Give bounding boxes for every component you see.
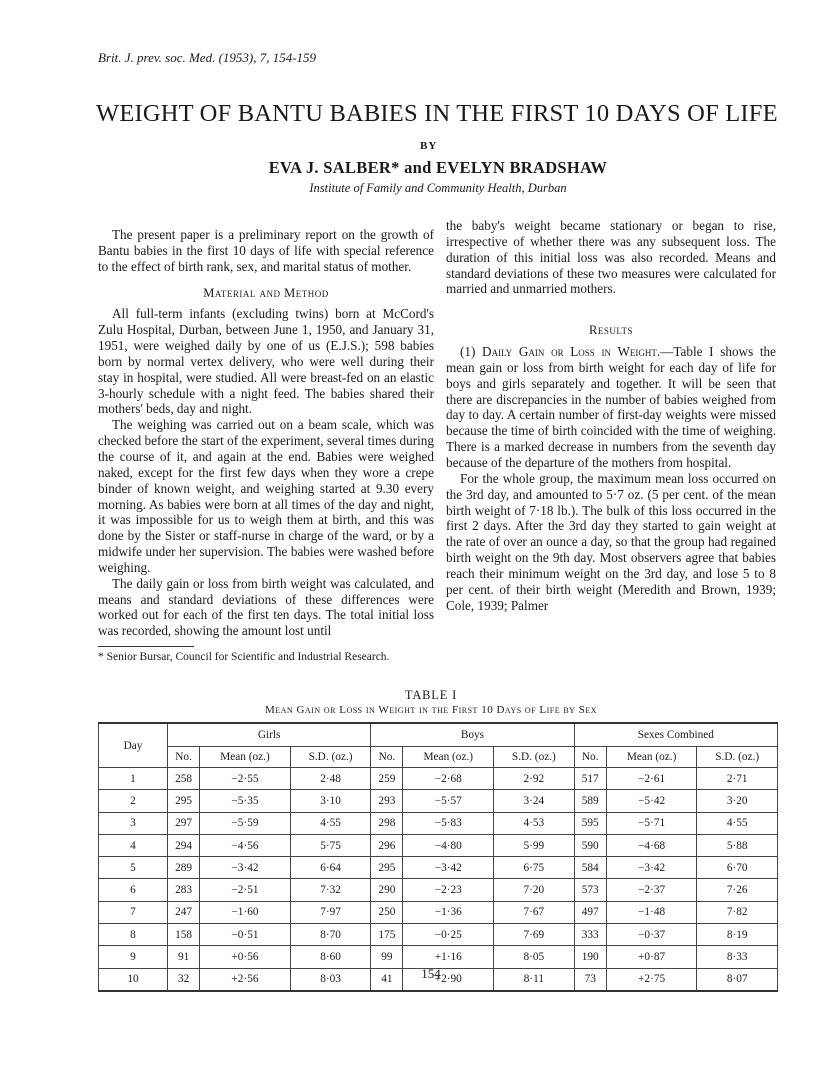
table-cell: +2·90 (403, 968, 494, 991)
table-cell: 7·97 (290, 901, 371, 923)
table-cell: +2·56 (200, 968, 291, 991)
table-cell: −1·60 (200, 901, 291, 923)
table-cell-day: 6 (99, 879, 168, 901)
footnote-rule (98, 646, 194, 647)
table-cell: 295 (168, 790, 200, 812)
table-cell: 258 (168, 768, 200, 790)
table-cell: −4·56 (200, 834, 291, 856)
results-text-1: —Table I shows the mean gain or loss from birth weight for each day of life for boys and girls separately and together. It will be seen that there are discrepancies in the number of babies weighed from day to day. A certain number of first-day weights were missed because the time of birth coincided with the time of weighing. There is a marked decrease in numbers from the seventh day because of the departure of the mothers from hospital. (446, 344, 777, 470)
table-row (99, 790, 778, 812)
table-cell: 175 (371, 924, 403, 946)
table-cell: 8·03 (290, 968, 371, 991)
table-row (99, 879, 778, 901)
table-cell: 6·70 (697, 857, 778, 879)
table-cell: 4·53 (494, 812, 575, 834)
table-cell: 573 (574, 879, 606, 901)
table-cell: −2·68 (403, 768, 494, 790)
table-cell: 190 (574, 946, 606, 968)
subheader-sd: S.D. (oz.) (697, 747, 778, 768)
table-cell: −3·42 (606, 857, 697, 879)
group-header-girls: Girls (168, 723, 371, 747)
table-cell: −1·48 (606, 901, 697, 923)
day-header: Day (99, 723, 168, 768)
table-cell: 99 (371, 946, 403, 968)
table-cell: 250 (371, 901, 403, 923)
table-cell: −4·80 (403, 834, 494, 856)
table-cell: 8·19 (697, 924, 778, 946)
institute: Institute of Family and Community Health, Durban (309, 181, 567, 195)
table-cell: 6·75 (494, 857, 575, 879)
table-cell-day: 8 (99, 924, 168, 946)
table-cell-day: 2 (99, 790, 168, 812)
table-cell: 517 (574, 768, 606, 790)
table-cell: 6·64 (290, 857, 371, 879)
table-cell: 3·20 (697, 790, 778, 812)
table-cell: 8·11 (494, 968, 575, 991)
page-number: 154 (421, 966, 441, 981)
intro-paragraph: The present paper is a preliminary report on the growth of Bantu babies in the first 10 days of life with special reference to the effect of birth rank, sex, and marital status of mother. (98, 227, 434, 274)
table-cell-day: 10 (99, 968, 168, 991)
table-cell: 41 (371, 968, 403, 991)
subheader-sd: S.D. (oz.) (290, 747, 371, 768)
table-cell: +0·87 (606, 946, 697, 968)
table-cell: 5·88 (697, 834, 778, 856)
table-cell-day: 4 (99, 834, 168, 856)
table-row (99, 857, 778, 879)
subheader-no: No. (168, 747, 200, 768)
table-cell: 8·05 (494, 946, 575, 968)
table-cell: −5·42 (606, 790, 697, 812)
table-cell: 7·67 (494, 901, 575, 923)
table-cell: 73 (574, 968, 606, 991)
table-cell: 5·75 (290, 834, 371, 856)
table-cell: 289 (168, 857, 200, 879)
left-column (98, 227, 434, 639)
table-cell: 290 (371, 879, 403, 901)
table-cell: 7·32 (290, 879, 371, 901)
section-heading-results: Results (588, 323, 633, 338)
results-paragraph-2: For the whole group, the maximum mean loss occurred on the 3rd day, and amounted to 5·7 oz. (5 per cent. of the mean birth weight of 7·18 lb.). The bulk of this loss occurred in the first 2 days. After the 3rd day they started to gain weight at the rate of over an ounce a day, so that the group had regained birth weight on the 9th day. Most observers agree that babies reach their minimum weight on the 3rd day, and lose 5 to 8 per cent. of their birth weight (Meredith and Brown, 1939; Cole, 1939; Palmer (446, 470, 776, 613)
table-cell: −2·61 (606, 768, 697, 790)
table-cell: 2·48 (290, 768, 371, 790)
table-cell: 294 (168, 834, 200, 856)
table-cell: −2·23 (403, 879, 494, 901)
table-cell: 590 (574, 834, 606, 856)
table-cell: −5·71 (606, 812, 697, 834)
table-cell: 5·99 (494, 834, 575, 856)
table-cell: −2·51 (200, 879, 291, 901)
table-cell: −3·42 (403, 857, 494, 879)
table-row (99, 834, 778, 856)
table-cell: −1·36 (403, 901, 494, 923)
table-cell: 497 (574, 901, 606, 923)
table-cell: 293 (371, 790, 403, 812)
table-cell: +1·16 (403, 946, 494, 968)
section-heading-material: Material and Method (203, 285, 329, 300)
table-cell-day: 1 (99, 768, 168, 790)
table-cell: +0·56 (200, 946, 291, 968)
table-cell: −0·25 (403, 924, 494, 946)
table-cell: −5·83 (403, 812, 494, 834)
material-paragraph-1: All full-term infants (excluding twins) born at McCord's Zulu Hospital, Durban, between June 1, 1950, and January 31, 1951, were weighed daily by one of us (E.J.S.); 598 babies born by normal vertex delivery, who were well during their stay in hospital, were studied. All were breast-fed on an elastic 3-hourly schedule with a night feed. The babies shared their mothers' beds, day and night. (98, 306, 434, 417)
journal-citation: Brit. J. prev. soc. Med. (1953), 7, 154-159 (98, 50, 317, 65)
table-cell: 259 (371, 768, 403, 790)
table-cell: 2·92 (494, 768, 575, 790)
weight-table (98, 722, 778, 992)
table-label: TABLE I (404, 688, 458, 702)
table-cell: −5·35 (200, 790, 291, 812)
material-paragraph-3: The daily gain or loss from birth weight was calculated, and means and standard deviations of these differences were worked out for each of the first ten days. The total initial loss was recorded, showing the amount lost until (98, 575, 434, 639)
authors: EVA J. SALBER* and EVELYN BRADSHAW (268, 158, 608, 177)
table-cell-day: 9 (99, 946, 168, 968)
table-cell: 7·69 (494, 924, 575, 946)
subheader-mean: Mean (oz.) (606, 747, 697, 768)
table-cell: +2·75 (606, 968, 697, 991)
table-cell: 7·82 (697, 901, 778, 923)
table-cell: 295 (371, 857, 403, 879)
table-cell: 4·55 (290, 812, 371, 834)
subheader-no: No. (574, 747, 606, 768)
article-title: WEIGHT OF BANTU BABIES IN THE FIRST 10 DAYS OF LIFE (96, 100, 778, 127)
table-cell: 595 (574, 812, 606, 834)
table-row (99, 924, 778, 946)
table-cell: −5·59 (200, 812, 291, 834)
table-cell: 589 (574, 790, 606, 812)
table-cell: 3·10 (290, 790, 371, 812)
table-row (99, 946, 778, 968)
subheader-sd: S.D. (oz.) (494, 747, 575, 768)
table-row (99, 812, 778, 834)
results-lead: (1) Daily Gain or Loss in Weight. (460, 344, 661, 360)
table-cell: 4·55 (697, 812, 778, 834)
table-cell: 91 (168, 946, 200, 968)
table-cell: 584 (574, 857, 606, 879)
table-body (99, 768, 778, 991)
table-cell-day: 3 (99, 812, 168, 834)
right-column (446, 218, 776, 613)
table-row (99, 901, 778, 923)
table-caption: Mean Gain or Loss in Weight in the First 10 Days of Life by Sex (264, 704, 597, 716)
group-header-combined: Sexes Combined (574, 723, 777, 747)
table-cell-day: 5 (99, 857, 168, 879)
table-cell: 8·60 (290, 946, 371, 968)
table-cell: 296 (371, 834, 403, 856)
table-cell: 8·33 (697, 946, 778, 968)
subheader-mean: Mean (oz.) (200, 747, 291, 768)
table-cell: −3·42 (200, 857, 291, 879)
subheader-mean: Mean (oz.) (403, 747, 494, 768)
table-cell-day: 7 (99, 901, 168, 923)
table-cell: −0·37 (606, 924, 697, 946)
table-cell: 7·26 (697, 879, 778, 901)
table-cell: 8·07 (697, 968, 778, 991)
material-paragraph-2: The weighing was carried out on a beam scale, which was checked before the start of the experiment, several times during the course of it, and again at the end. Babies were weighed naked, except for the first few days when they wore a crepe binder of known weight, and weighing started at 9.30 every morning. As babies were born at all times of the day and night, it was impossible for us to weigh them at birth, and this was done by the Sister or staff-nurse in charge of the ward, or by a midwife under her supervision. The babies were washed before weighing. (98, 417, 434, 575)
results-paragraph-1 (446, 344, 776, 471)
footnote: * Senior Bursar, Council for Scientific and Industrial Research. (98, 651, 390, 663)
table-cell: 333 (574, 924, 606, 946)
table-cell: −2·55 (200, 768, 291, 790)
table-cell: −5·57 (403, 790, 494, 812)
table-cell: 297 (168, 812, 200, 834)
table-cell: 7·20 (494, 879, 575, 901)
table-cell: −4·68 (606, 834, 697, 856)
table-cell: 32 (168, 968, 200, 991)
group-header-boys: Boys (371, 723, 574, 747)
table-cell: 283 (168, 879, 200, 901)
table-cell: 2·71 (697, 768, 778, 790)
table-cell: 3·24 (494, 790, 575, 812)
table-cell: −0·51 (200, 924, 291, 946)
table-cell: 298 (371, 812, 403, 834)
table-cell: −2·37 (606, 879, 697, 901)
table-row (99, 768, 778, 790)
table-cell: 8·70 (290, 924, 371, 946)
table-cell: 158 (168, 924, 200, 946)
by-line: BY (420, 140, 438, 152)
subheader-no: No. (371, 747, 403, 768)
table-cell: 247 (168, 901, 200, 923)
right-continuation-paragraph: the baby's weight became stationary or began to rise, irrespective of whether there was any subsequent loss. The duration of this initial loss was also recorded. Means and standard deviations of these two measures were calculated for married and unmarried mothers. (446, 218, 776, 297)
